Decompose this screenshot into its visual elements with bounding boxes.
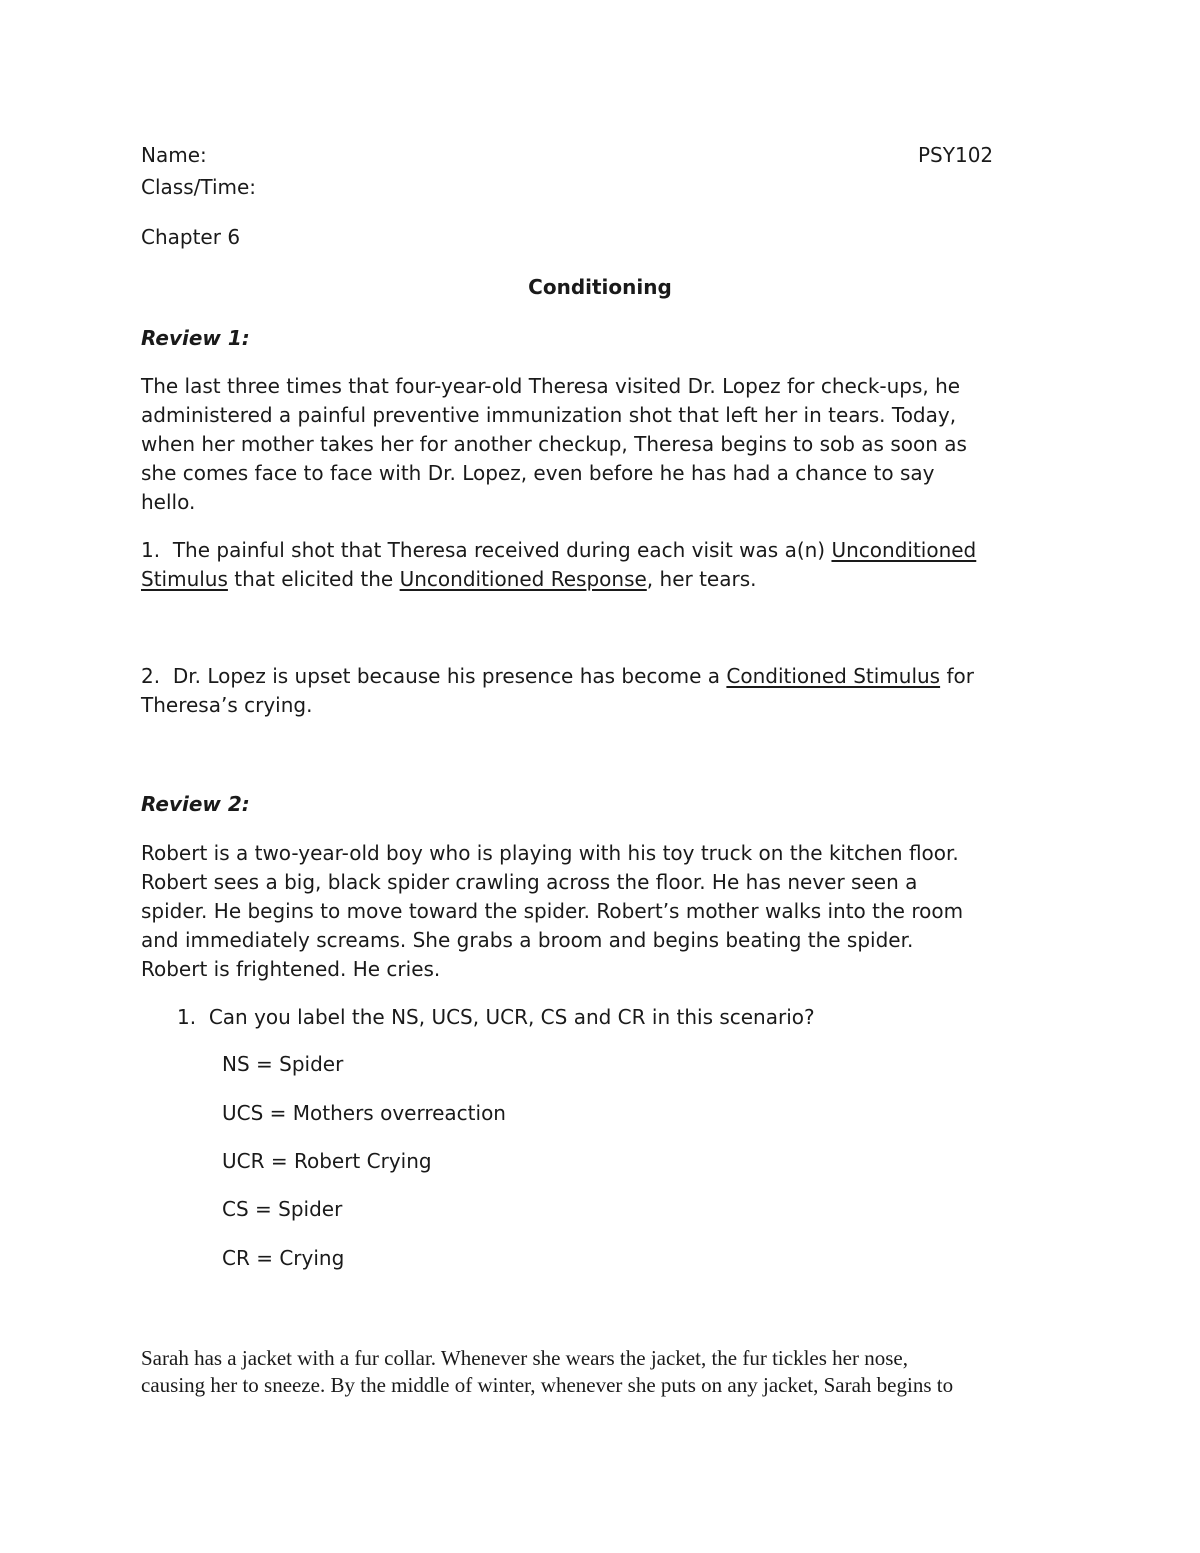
question-number: 2.: [141, 664, 161, 688]
question-text: that elicited the: [234, 567, 394, 591]
answer-ns: NS = Spider: [222, 1052, 344, 1076]
question-text: Can you label the NS, UCS, UCR, CS and CR in this scenario?: [208, 1005, 815, 1029]
answer-cs: CS = Spider: [222, 1197, 343, 1221]
scenario-line: when her mother takes her for another checkup, Theresa begins to sob as soon as: [141, 432, 967, 456]
scenario-line: The last three times that four-year-old Theresa visited Dr. Lopez for check-ups, he: [141, 374, 961, 398]
course-code: PSY102: [918, 143, 994, 167]
scenario-line: hello.: [141, 490, 196, 514]
question-line: [141, 567, 756, 591]
answer-cr: CR = Crying: [222, 1246, 345, 1270]
scenario-line: spider. He begins to move toward the spider. Robert’s mother walks into the room: [141, 899, 964, 923]
scenario-line: Robert is frightened. He cries.: [141, 957, 441, 981]
answer-ucr: UCR = Robert Crying: [222, 1149, 432, 1173]
scenario-line: administered a painful preventive immunization shot that left her in tears. Today,: [141, 403, 957, 427]
chapter-label: Chapter 6: [141, 225, 241, 249]
question-text: , her tears.: [646, 567, 757, 591]
question-text: The painful shot that Theresa received during each visit was a(n): [172, 538, 826, 562]
review2-question-1: [177, 1005, 815, 1029]
question-text: Dr. Lopez is upset because his presence has become a: [172, 664, 721, 688]
answer-stimulus: Stimulus: [141, 567, 228, 591]
answer-unconditioned: Unconditioned: [831, 538, 977, 562]
scenario-line: and immediately screams. She grabs a broom and begins beating the spider.: [141, 928, 914, 952]
question-line: [141, 538, 976, 562]
question-number: 1.: [177, 1005, 197, 1029]
scenario-line: Robert is a two-year-old boy who is playing with his toy truck on the kitchen floor.: [141, 841, 959, 865]
question-number: 1.: [141, 538, 161, 562]
name-label: Name:: [141, 143, 207, 167]
class-time-label: Class/Time:: [141, 175, 257, 199]
review1-heading: Review 1:: [141, 326, 250, 350]
answer-ucs: UCS = Mothers overreaction: [222, 1101, 506, 1125]
answer-unconditioned-response: Unconditioned Response: [399, 567, 647, 591]
review2-heading: Review 2:: [141, 792, 250, 816]
question-text: for: [946, 664, 974, 688]
question-line: Theresa’s crying.: [141, 693, 313, 717]
answer-conditioned-stimulus: Conditioned Stimulus: [726, 664, 941, 688]
scenario-line: Robert sees a big, black spider crawling across the floor. He has never seen a: [141, 870, 918, 894]
scenario-line: she comes face to face with Dr. Lopez, even before he has had a chance to say: [141, 461, 935, 485]
scenario-line: causing her to sneeze. By the middle of winter, whenever she puts on any jacket, Sarah begins to: [141, 1373, 954, 1397]
scenario-line: Sarah has a jacket with a fur collar. Whenever she wears the jacket, the fur tickles her nose,: [141, 1346, 908, 1370]
question-line: [141, 664, 974, 688]
page-title: Conditioning: [528, 275, 672, 299]
